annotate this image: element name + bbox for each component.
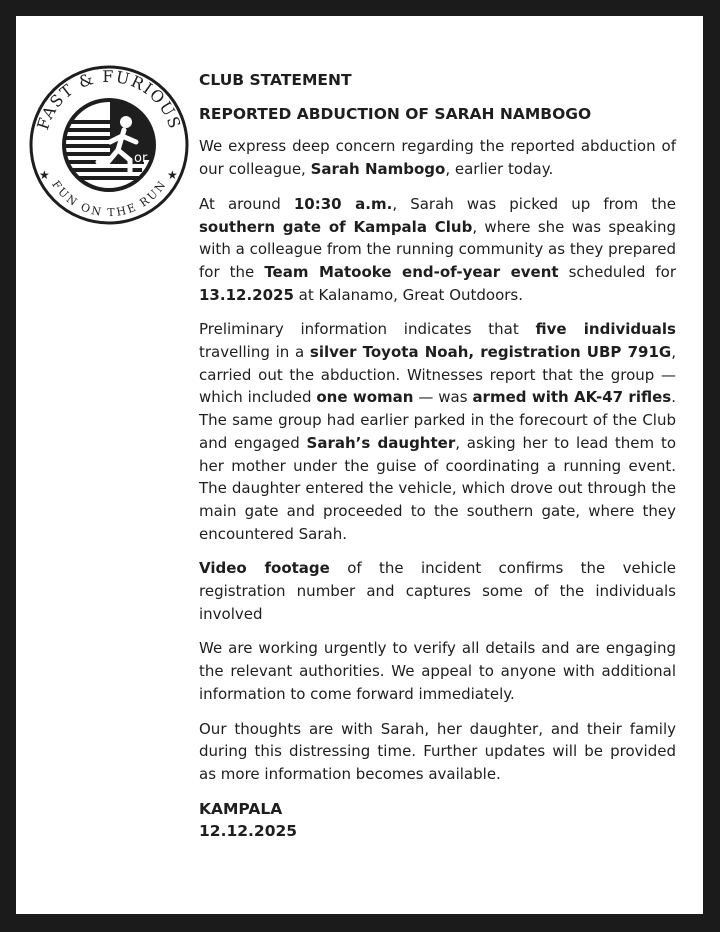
star-icon-left: ★ — [39, 168, 50, 182]
paragraph-appeal: We are working urgently to verify all details and are engaging the relevant authorities. We appeal to anyone with additional information to come forward immediately. — [199, 639, 676, 703]
statement-subtitle: REPORTED ABDUCTION OF SARAH NAMBOGO — [199, 104, 592, 123]
paragraph-pickup: At around 10:30 a.m., Sarah was picked up from the southern gate of Kampala Club, where she was speaking with a colleague from the running community as they prepared for the Team Matooke end-of-year event scheduled for 13.12.2025 at Kalanamo, Great Outdoors. — [199, 194, 676, 304]
signoff-date: 12.12.2025 — [199, 822, 298, 841]
club-logo — [26, 62, 192, 228]
statement-body — [199, 69, 676, 843]
paragraph-concern: We express deep concern regarding the reported abduction of our colleague, Sarah Nambogo, earlier today. — [199, 137, 676, 179]
star-icon-right: ★ — [167, 168, 178, 182]
logo-bottom-text: FUN ON THE RUN — [49, 178, 169, 220]
statement-title: CLUB STATEMENT — [199, 71, 352, 89]
paragraph-footage: Video footage of the incident confirms the vehicle registration number and captures some of the individuals involved — [199, 559, 677, 623]
statement-page — [16, 16, 703, 914]
logo-top-text: FAST & FURIOUS — [33, 66, 185, 132]
logo-partial-text: or — [134, 151, 148, 166]
signoff-place: KAMPALA — [199, 799, 283, 818]
paragraph-thoughts: Our thoughts are with Sarah, her daughter, and their family during this distressing time. Further updates will be provided as more information becomes available. — [199, 719, 676, 783]
paragraph-details: Preliminary information indicates that five individuals travelling in a silver Toyota Noah, registration UBP 791G, carried out the abduction. Witnesses report that the group — which included one woman — was armed with AK-47 rifles. The same group had earlier parked in the forecourt of the Club and engaged Sarah’s daughter, asking her to lead them to her mother under the guise of coordinating a running event. The daughter entered the vehicle, which drove out through the main gate and proceeded to the southern gate, where they encountered Sarah. — [199, 320, 677, 543]
